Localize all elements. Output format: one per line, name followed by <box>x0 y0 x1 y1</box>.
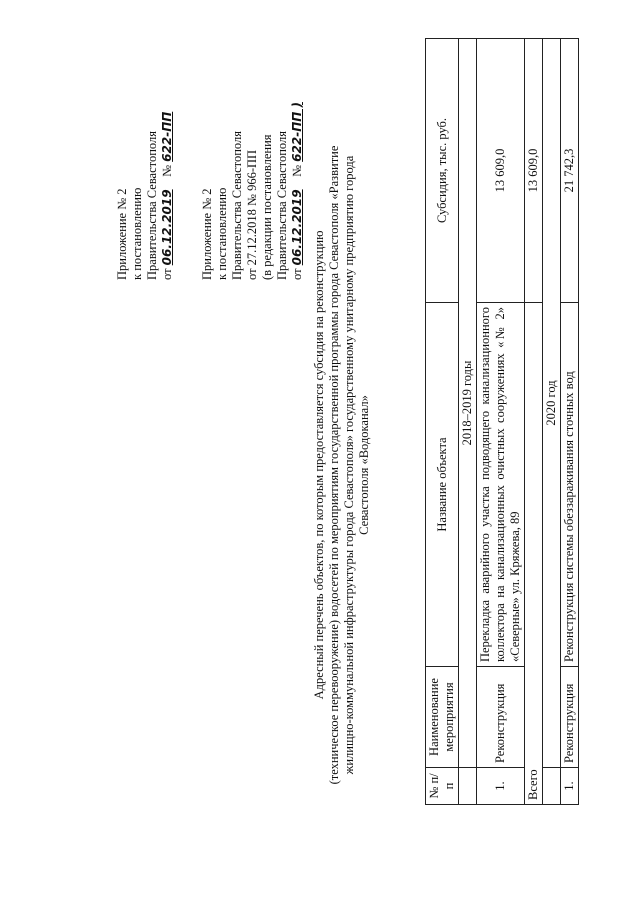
appendix-line: к постановлению <box>215 187 229 280</box>
header-subsidy: Субсидия, тыс. руб. <box>426 39 459 303</box>
row-object: Реконструкция системы обеззараживания сточных вод <box>561 303 579 667</box>
appendix-date-line <box>290 102 305 280</box>
appendix-line: Правительства Севастополя <box>145 131 159 280</box>
title-line: (техническое перевооружение) водосетей по мероприятиям государственной программы города Севастополя «Развитие <box>327 145 341 785</box>
appendix-line: (в редакции постановления <box>260 134 274 280</box>
section-title: 2020 год <box>543 39 561 768</box>
row-object: Перекладка аварийного участка подводящего канализационного коллектора на канализационных очистных сооружениях «№ 2» «Северные» ул. Кряжева, 89 <box>477 303 525 667</box>
appendix-current-stamp <box>115 112 175 280</box>
section-title: 2018–2019 годы <box>459 39 477 768</box>
appendix-line: Приложение № 2 <box>115 188 129 280</box>
header-object: Название объекта <box>426 303 459 667</box>
row-activity: Реконструкция <box>561 667 579 768</box>
table-cell <box>543 768 561 805</box>
total-label: Всего <box>525 303 543 805</box>
subsidy-table <box>425 38 579 805</box>
row-activity: Реконструкция <box>477 667 525 768</box>
appendix-date-line <box>160 112 175 280</box>
date-prefix: от <box>290 268 304 280</box>
row-subsidy: 21 742,3 <box>561 39 579 303</box>
appendix-line: Правительства Севастополя <box>275 131 289 280</box>
row-num: 1. <box>561 768 579 805</box>
appendix-line: Приложение № 2 <box>200 188 214 280</box>
header-activity: Наименование мероприятия <box>426 667 459 768</box>
appendix-line: к постановлению <box>130 187 144 280</box>
header-num: № п/п <box>426 768 459 805</box>
appendix-original-stamp <box>200 102 305 280</box>
number-prefix: № <box>290 164 304 177</box>
table-row <box>477 39 525 805</box>
handwritten-date: 06.12.2019 <box>160 189 174 266</box>
total-row <box>525 39 543 805</box>
title-line: Севастополя «Водоканал» <box>357 395 371 535</box>
number-prefix: № <box>160 164 174 177</box>
title-line: жилищно-коммунальной инфраструктуры города Севастополя» государственному унитарному предприятию города <box>342 155 356 775</box>
section-row <box>459 39 477 805</box>
section-row <box>543 39 561 805</box>
table-cell <box>459 768 477 805</box>
appendix-line: от 27.12.2018 № 966-ПП <box>245 149 259 280</box>
title-line: Адресный перечень объектов, по которым предоставляется субсидия на реконструкцию <box>312 230 326 700</box>
table-row <box>561 39 579 805</box>
document-title <box>312 105 372 825</box>
table-header-row <box>426 39 459 805</box>
date-prefix: от <box>160 268 174 280</box>
total-subsidy: 13 609,0 <box>525 39 543 303</box>
handwritten-date: 06.12.2019 <box>290 189 304 266</box>
row-num: 1. <box>477 768 525 805</box>
handwritten-number: 622-ПП <box>160 111 174 162</box>
row-subsidy: 13 609,0 <box>477 39 525 303</box>
handwritten-number: 622-ПП ) <box>290 102 304 162</box>
appendix-line: Правительства Севастополя <box>230 131 244 280</box>
